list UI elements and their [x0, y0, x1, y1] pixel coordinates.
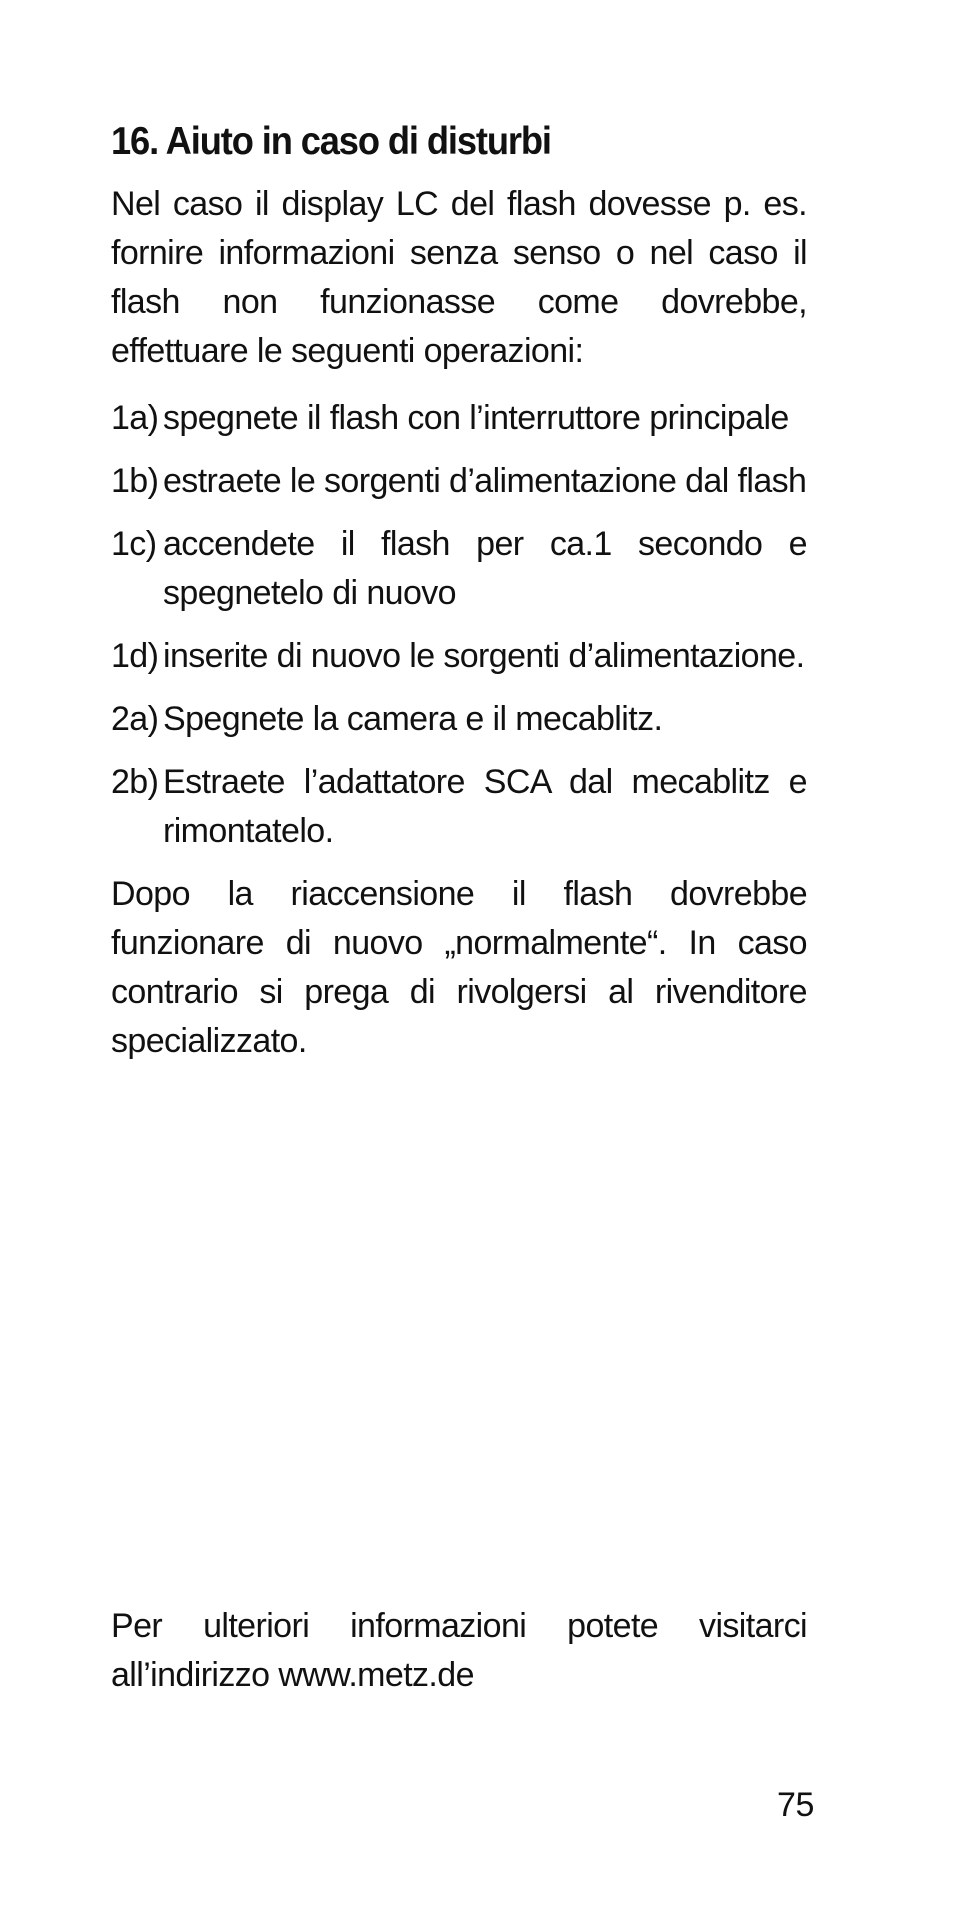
step-text: Estraete l’adattatore SCA dal mecablitz e rimontatelo.	[163, 763, 807, 850]
step-text: spegnete il flash con l’interruttore principale	[163, 399, 789, 437]
section-title: 16. Aiuto in caso di disturbi	[111, 120, 551, 163]
step-marker: 1d)	[111, 637, 159, 675]
step-text: accendete il flash per ca.1 secondo e spegnetelo di nuovo	[163, 525, 807, 612]
step-text: estraete le sorgenti d’alimentazione dal flash	[163, 462, 807, 500]
troubleshooting-section	[111, 118, 807, 1066]
list-item	[111, 520, 807, 618]
step-marker: 1b)	[111, 462, 159, 500]
step-marker: 1c)	[111, 525, 157, 563]
list-item	[111, 632, 807, 681]
list-item	[111, 394, 807, 443]
step-marker: 1a)	[111, 399, 159, 437]
website-note: Per ulteriori informazioni potete visitarci all’indirizzo www.metz.de	[111, 1607, 807, 1694]
step-marker: 2a)	[111, 700, 159, 738]
page-number: 75	[776, 1786, 814, 1824]
conclusion-paragraph: Dopo la riaccensione il flash dovrebbe funzionare di nuovo „normalmente“. In caso contrario si prega di rivolgersi al rivenditore specializzato.	[111, 875, 807, 1060]
step-text: inserite di nuovo le sorgenti d’alimentazione.	[163, 637, 805, 675]
step-marker: 2b)	[111, 763, 159, 801]
list-item	[111, 457, 807, 506]
step-text: Spegnete la camera e il mecablitz.	[163, 700, 663, 738]
list-item	[111, 758, 807, 856]
intro-paragraph: Nel caso il display LC del flash dovesse p. es. fornire informazioni senza senso o nel caso il flash non funzionasse come dovrebbe, effettuare le seguenti operazioni:	[111, 185, 807, 370]
troubleshooting-steps	[111, 394, 807, 856]
list-item	[111, 695, 807, 744]
